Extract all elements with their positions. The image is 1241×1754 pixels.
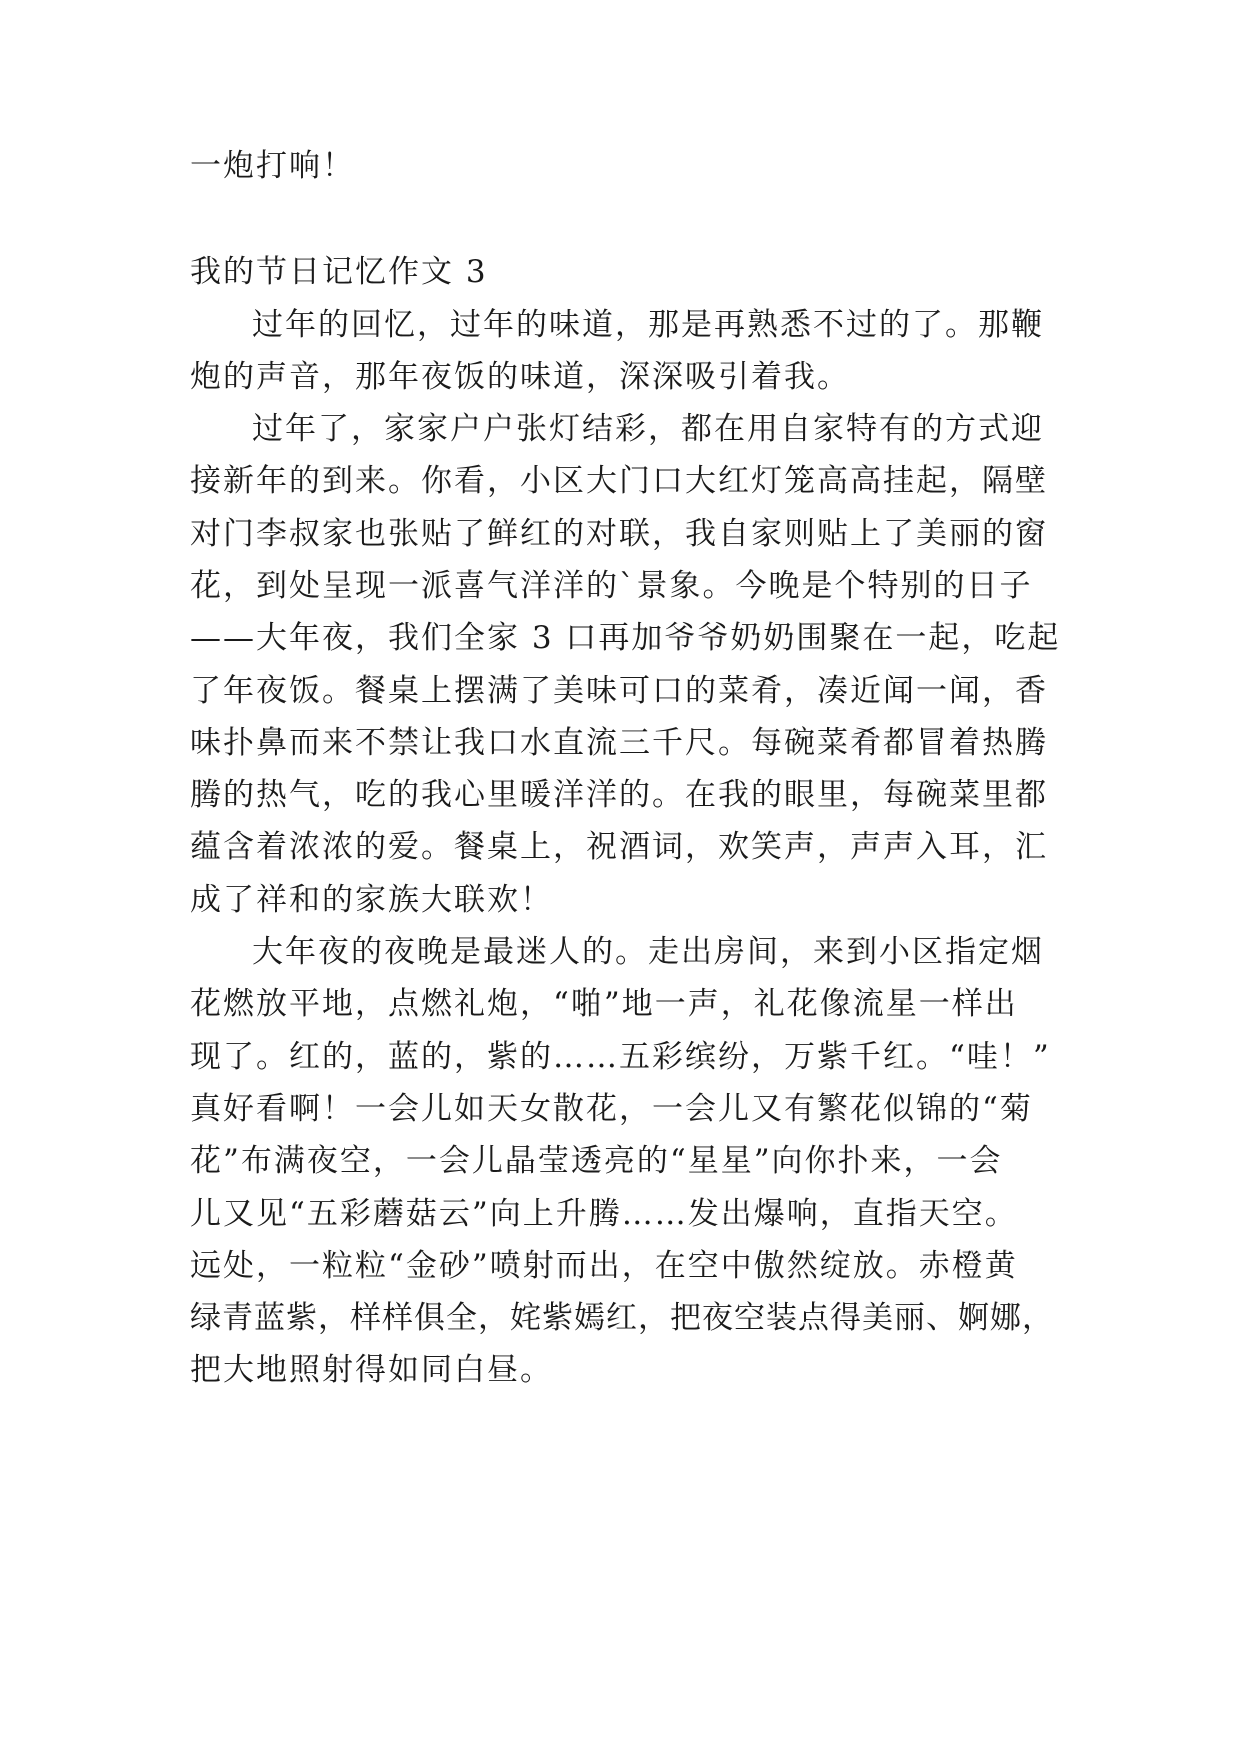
text-line: 了年夜饭。餐桌上摆满了美味可口的菜肴，凑近闻一闻，香 [190, 673, 1048, 709]
text-line: 成了祥和的家族大联欢！ [190, 882, 553, 918]
text-line: 对门李叔家也张贴了鲜红的对联，我自家则贴上了美丽的窗 [190, 516, 1048, 552]
text-line: 炮的声音，那年夜饭的味道，深深吸引着我。 [190, 359, 850, 395]
section-title: 我的节日记忆作文 3 [190, 254, 488, 290]
text-line: 真好看啊！一会儿如天女散花，一会儿又有繁花似锦的“菊 [190, 1091, 1033, 1127]
text-line: 味扑鼻而来不禁让我口水直流三千尺。每碗菜肴都冒着热腾 [190, 725, 1048, 761]
text-line: 蕴含着浓浓的爱。餐桌上，祝酒词，欢笑声，声声入耳，汇 [190, 829, 1048, 865]
text-line: 把大地照射得如同白昼。 [190, 1352, 553, 1388]
text-line: 绿青蓝紫，样样俱全，姹紫嫣红，把夜空装点得美丽、婀娜， [190, 1300, 1054, 1336]
text-line: 花燃放平地，点燃礼炮，“啪”地一声，礼花像流星一样出 [190, 986, 1018, 1022]
text-line: 过年的回忆，过年的味道，那是再熟悉不过的了。那鞭 [252, 307, 1044, 343]
text-line: 花，到处呈现一派喜气洋洋的`景象。今晚是个特别的日子 [190, 568, 1033, 604]
text-line: ——大年夜，我们全家 3 口再加爷爷奶奶围聚在一起，吃起 [190, 620, 1061, 656]
text-line: 接新年的到来。你看，小区大门口大红灯笼高高挂起，隔壁 [190, 463, 1048, 499]
document-page [190, 0, 1061, 1754]
text-line: 腾的热气，吃的我心里暖洋洋的。在我的眼里，每碗菜里都 [190, 777, 1048, 813]
text-line: 一炮打响！ [190, 148, 355, 184]
text-line: 远处，一粒粒“金砂”喷射而出，在空中傲然绽放。赤橙黄 [190, 1248, 1018, 1284]
text-line: 大年夜的夜晚是最迷人的。走出房间，来到小区指定烟 [252, 934, 1044, 970]
text-line: 花”布满夜空，一会儿晶莹透亮的“星星”向你扑来，一会 [190, 1143, 1003, 1179]
text-line: 过年了，家家户户张灯结彩，都在用自家特有的方式迎 [252, 411, 1044, 447]
text-line: 现了。红的，蓝的，紫的……五彩缤纷，万紫千红。“哇！” [190, 1039, 1051, 1075]
text-line: 儿又见“五彩蘑菇云”向上升腾……发出爆响，直指天空。 [190, 1196, 1018, 1232]
